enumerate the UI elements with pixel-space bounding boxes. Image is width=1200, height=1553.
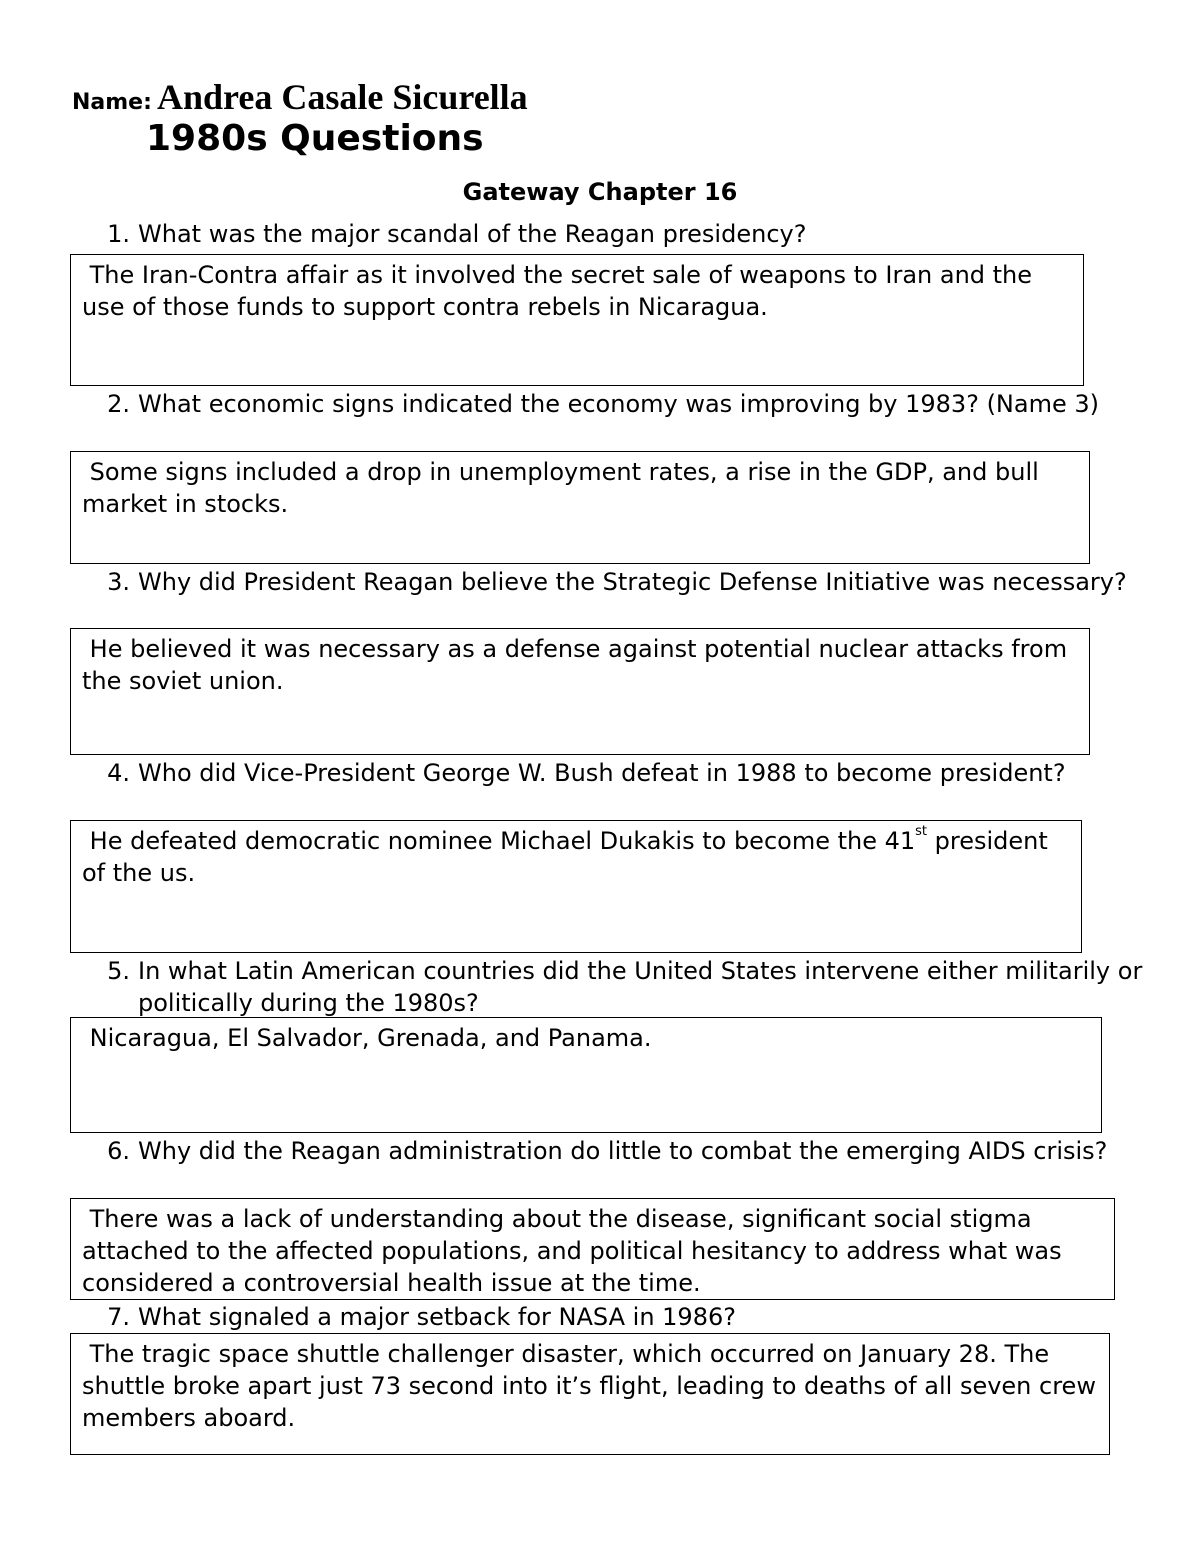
answer-box-7[interactable]: [70, 1333, 1110, 1455]
question-2: [100, 388, 1160, 420]
answer-box-2[interactable]: [70, 451, 1090, 564]
chapter-subtitle: Gateway Chapter 16: [462, 178, 738, 206]
question-number: 4.: [107, 759, 130, 787]
answer-text: Some signs included a drop in unemployment rates, a rise in the GDP, and bull market in stocks.: [82, 458, 1047, 518]
answer-text: He believed it was necessary as a defense against potential nuclear attacks from the soviet union.: [82, 635, 1075, 695]
answer-text: The Iran-Contra affair as it involved the secret sale of weapons to Iran and the use of those funds to support contra rebels in Nicaragua.: [82, 261, 1040, 321]
question-5: [100, 955, 1160, 1019]
question-text: What economic signs indicated the economy was improving by 1983? (Name 3): [138, 390, 1099, 418]
ordinal-suffix: st: [915, 824, 928, 839]
answer-box-1[interactable]: [70, 254, 1084, 386]
name-label: Name:: [72, 90, 152, 115]
question-number: 1.: [107, 220, 130, 248]
question-text: Who did Vice-President George W. Bush defeat in 1988 to become president?: [138, 759, 1066, 787]
question-3: [100, 566, 1160, 598]
question-number: 2.: [107, 390, 130, 418]
answer-box-5[interactable]: [70, 1017, 1102, 1133]
student-name: Andrea Casale Sicurella: [157, 77, 528, 117]
name-line: [72, 76, 528, 118]
answer-text: There was a lack of understanding about the disease, significant social stigma attached to the affected populations, and political hesitancy to address what was considered a controversial health issue at the time.: [82, 1205, 1070, 1297]
question-text: Why did President Reagan believe the Strategic Defense Initiative was necessary?: [138, 568, 1127, 596]
question-text: In what Latin American countries did the United States intervene either militarily or politically during the 1980s?: [138, 957, 1143, 1017]
answer-box-4[interactable]: [70, 820, 1082, 953]
answer-box-6[interactable]: [70, 1198, 1115, 1300]
question-number: 7.: [107, 1303, 130, 1331]
answer-box-3[interactable]: [70, 628, 1090, 755]
question-6: [100, 1135, 1140, 1167]
page-title: 1980s Questions: [146, 118, 484, 159]
question-4: [100, 757, 1140, 789]
answer-text: The tragic space shuttle challenger disaster, which occurred on January 28. The shuttle broke apart just 73 second into it’s flight, leading to deaths of all seven crew members aboard.: [82, 1340, 1104, 1432]
question-text: Why did the Reagan administration do little to combat the emerging AIDS crisis?: [138, 1137, 1108, 1165]
question-number: 5.: [107, 957, 130, 985]
question-text: What signaled a major setback for NASA in 1986?: [138, 1303, 736, 1331]
question-number: 3.: [107, 568, 130, 596]
question-text: What was the major scandal of the Reagan presidency?: [138, 220, 807, 248]
question-number: 6.: [107, 1137, 130, 1165]
answer-text: He defeated democratic nominee Michael Dukakis to become the 41st president of the us.: [82, 824, 1056, 887]
question-1: [100, 218, 1140, 250]
answer-text: Nicaragua, El Salvador, Grenada, and Panama.: [82, 1024, 652, 1052]
question-7: [100, 1301, 1140, 1333]
